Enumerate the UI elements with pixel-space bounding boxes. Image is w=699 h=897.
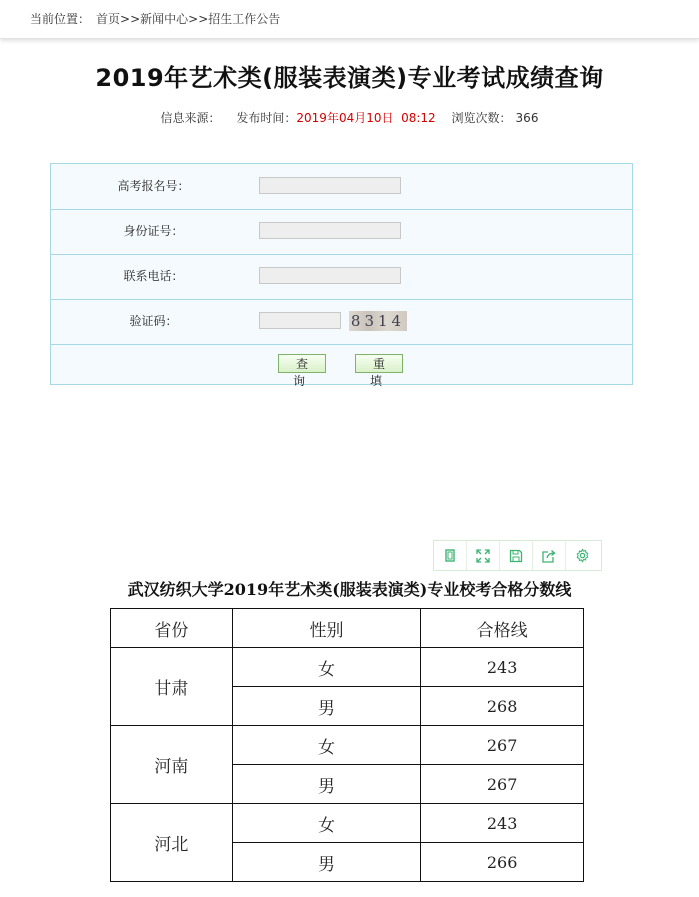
copy-icon[interactable] <box>434 541 467 570</box>
breadcrumb-separator: >> <box>120 12 141 26</box>
table-toolbar <box>433 540 602 571</box>
phone-row <box>51 254 632 300</box>
views-label: 浏览次数： <box>451 111 512 125</box>
captcha-input[interactable] <box>259 312 341 329</box>
score-table <box>110 608 584 882</box>
score-cell: 268 <box>421 687 584 726</box>
province-cell: 甘肃 <box>111 648 233 726</box>
publish-time: 2019年04月10日 08:12 <box>296 111 436 125</box>
gender-cell: 女 <box>232 648 421 687</box>
page-title: 2019年艺术类(服装表演类)专业考试成绩查询 <box>95 64 604 92</box>
id-card-row <box>51 209 632 255</box>
score-cell: 243 <box>421 648 584 687</box>
share-icon[interactable] <box>533 541 566 570</box>
table-header-row <box>111 609 584 648</box>
table-row <box>111 804 584 843</box>
score-cell: 267 <box>421 726 584 765</box>
fullscreen-icon[interactable] <box>467 541 500 570</box>
score-query-form <box>50 163 633 388</box>
publish-label: 发布时间： <box>236 111 297 125</box>
column-header-gender: 性别 <box>232 609 421 648</box>
gender-cell: 女 <box>232 726 421 765</box>
breadcrumb-admissions-link[interactable]: 招生工作公告 <box>208 12 281 26</box>
article-meta <box>0 109 699 126</box>
publish-info <box>236 111 435 125</box>
column-header-province: 省份 <box>111 609 233 648</box>
query-button[interactable]: 查询 <box>278 354 326 373</box>
id-card-input[interactable] <box>259 222 401 239</box>
exam-number-row <box>51 164 632 210</box>
breadcrumb-path <box>96 0 280 38</box>
captcha-image[interactable]: 8314 <box>350 312 406 330</box>
table-title: 武汉纺织大学2019年艺术类(服装表演类)专业校考合格分数线 <box>127 580 572 599</box>
captcha-label: 验证码： <box>129 314 178 328</box>
breadcrumb-label: 当前位置： <box>30 12 91 26</box>
reset-button[interactable]: 重填 <box>355 354 403 373</box>
gender-cell: 女 <box>232 804 421 843</box>
table-row <box>111 726 584 765</box>
settings-icon[interactable] <box>566 541 599 570</box>
gender-cell: 男 <box>232 843 421 882</box>
breadcrumb-separator: >> <box>188 12 209 26</box>
breadcrumb <box>0 0 699 39</box>
gender-cell: 男 <box>232 687 421 726</box>
save-icon[interactable] <box>500 541 533 570</box>
views-count: 366 <box>515 111 539 125</box>
province-cell: 河北 <box>111 804 233 882</box>
breadcrumb-news-link[interactable]: 新闻中心 <box>140 12 189 26</box>
source-label: 信息来源： <box>160 111 221 125</box>
gender-cell: 男 <box>232 765 421 804</box>
captcha-row <box>51 299 632 345</box>
score-cell: 243 <box>421 804 584 843</box>
column-header-score: 合格线 <box>421 609 584 648</box>
form-buttons <box>51 345 632 388</box>
table-row <box>111 648 584 687</box>
id-card-label: 身份证号： <box>123 224 184 238</box>
breadcrumb-home-link[interactable]: 首页 <box>96 12 121 26</box>
score-cell: 266 <box>421 843 584 882</box>
views-info <box>452 111 539 125</box>
phone-input[interactable] <box>259 267 401 284</box>
score-cell: 267 <box>421 765 584 804</box>
exam-number-input[interactable] <box>259 177 401 194</box>
province-cell: 河南 <box>111 726 233 804</box>
exam-number-label: 高考报名号： <box>117 179 190 193</box>
phone-label: 联系电话： <box>123 269 184 283</box>
